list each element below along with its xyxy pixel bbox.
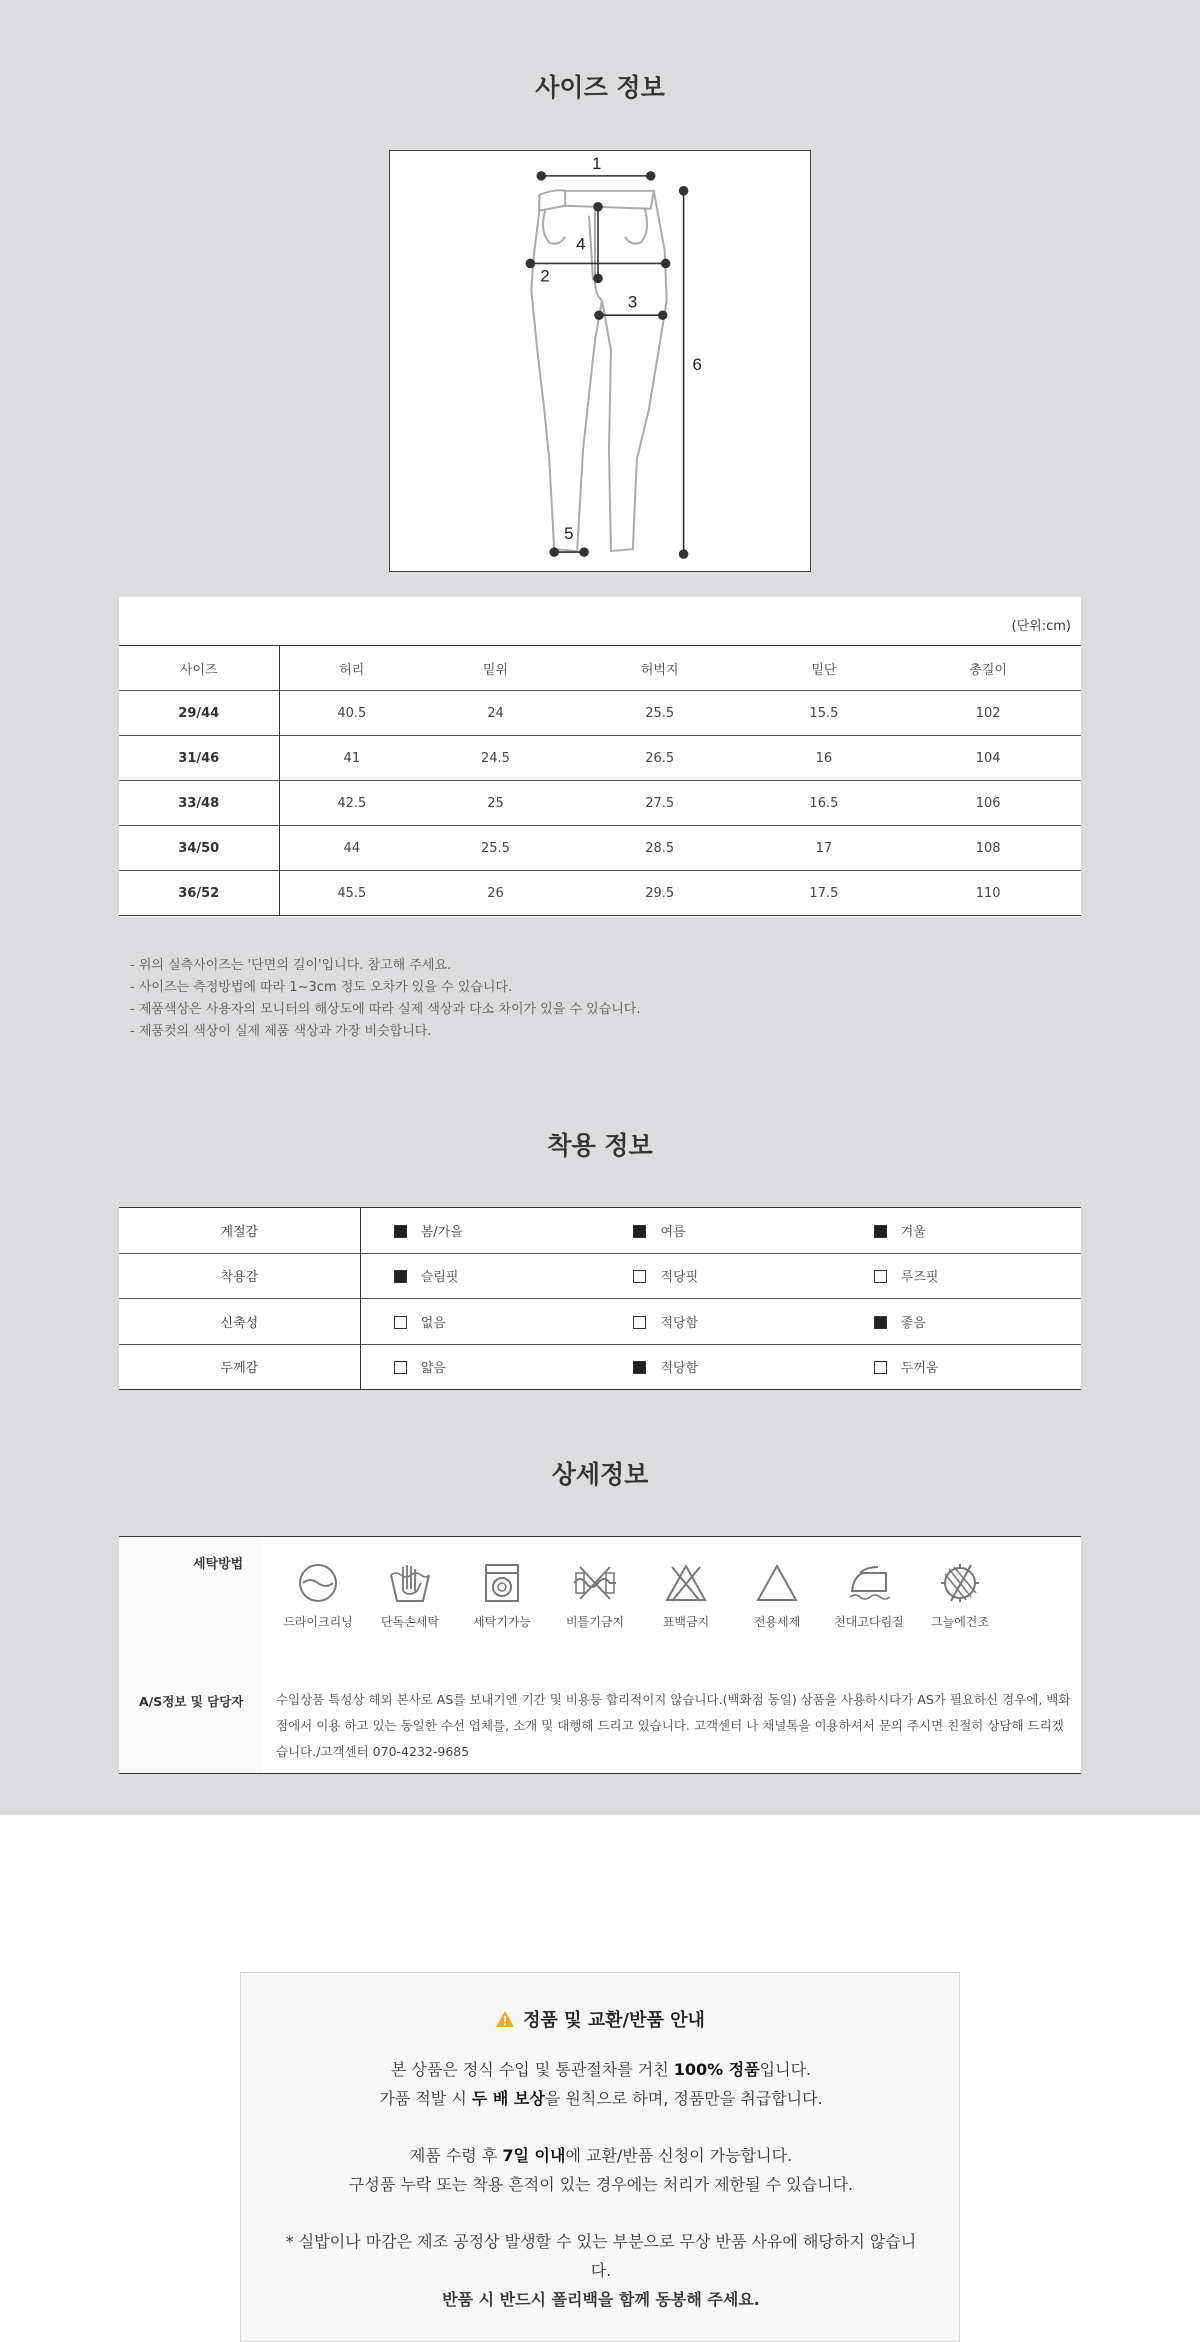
checkbox-icon <box>633 1361 646 1374</box>
option-label: 좋음 <box>900 1315 926 1331</box>
value-cell: 110 <box>895 871 1081 916</box>
notice-line: 반품 시 반드시 폴리백을 함께 동봉해 주세요. <box>442 2290 760 2309</box>
option-label: 적당핏 <box>660 1270 699 1286</box>
as-info-text: 수입상품 특성상 해외 본사로 AS를 보내기엔 기간 및 비용등 합리적이지 않습니다.(백화점 동일) 상품을 사용하시다가 AS가 필요하신 경우에, 백화점에서 이용 하고 있는 동일한 수선 업체를, 소개 및 대행해 드리고 있습니다. 고객센터 나 채널톡을 이용하셔서 문의 주시면 친절히 상담해 드리겠습니다./고객센터 070-4232-9685 <box>276 1692 1071 1759</box>
label-4: 4 <box>576 234 586 254</box>
option-label: 겨울 <box>900 1224 926 1240</box>
option-label: 두꺼움 <box>900 1361 939 1377</box>
label-6: 6 <box>692 354 702 374</box>
pants-diagram-svg <box>390 151 810 571</box>
fit-row <box>119 1253 1081 1299</box>
fit-row-label: 착용감 <box>119 1253 360 1299</box>
value-cell: 28.5 <box>567 826 753 871</box>
wash-item <box>727 1561 827 1630</box>
iron-icon <box>846 1561 892 1605</box>
fit-option <box>360 1344 600 1390</box>
unit-label: (단위:cm) <box>1011 619 1071 634</box>
hand-wash-icon <box>387 1561 433 1605</box>
option-label: 봄/가을 <box>420 1224 463 1240</box>
col-header: 밑단 <box>811 662 837 678</box>
text: 가품 적발 시 <box>379 2089 472 2108</box>
fit-option <box>600 1299 840 1345</box>
checkbox-icon <box>874 1316 887 1329</box>
value-cell: 24 <box>424 691 567 736</box>
text: 에 교환/반품 신청이 가능합니다. <box>565 2146 793 2165</box>
value-cell: 29.5 <box>567 871 753 916</box>
col-header: 허벅지 <box>640 662 679 678</box>
value-cell: 108 <box>895 826 1081 871</box>
fit-option <box>360 1253 600 1299</box>
col-header: 총길이 <box>969 662 1007 678</box>
wash-item <box>268 1561 368 1630</box>
notice-title <box>241 2006 959 2032</box>
value-cell: 42.5 <box>279 781 424 826</box>
size-table <box>119 645 1081 916</box>
value-cell: 102 <box>895 691 1081 736</box>
table-row <box>119 826 1081 871</box>
value-cell: 26 <box>424 871 567 916</box>
table-row <box>119 691 1081 736</box>
fit-option <box>600 1208 840 1254</box>
wash-item-label: 비틀기금지 <box>566 1615 624 1629</box>
size-cell: 31/46 <box>119 736 279 781</box>
table-row <box>119 871 1081 916</box>
text: 본 상품은 정식 수입 및 통관절차를 거친 <box>390 2060 674 2079</box>
emphasis: 두 배 보상 <box>471 2089 545 2108</box>
warning-icon <box>495 2010 515 2028</box>
checkbox-icon <box>394 1316 407 1329</box>
checkbox-icon <box>394 1361 407 1374</box>
size-cell: 29/44 <box>119 691 279 736</box>
note-line: - 사이즈는 측정방법에 따라 1~3cm 정도 오차가 있을 수 있습니다. <box>130 980 513 995</box>
checkbox-icon <box>394 1225 407 1238</box>
checkbox-icon <box>394 1270 407 1283</box>
fit-table <box>119 1207 1081 1390</box>
detail-section-title: 상세정보 <box>551 1460 649 1489</box>
value-cell: 16.5 <box>753 781 896 826</box>
value-cell: 104 <box>895 736 1081 781</box>
no-bleach-icon <box>663 1561 709 1605</box>
note-line: - 제품색상은 사용자의 모니터의 해상도에 따라 실제 색상과 다소 차이가 있을 수 있습니다. <box>130 1002 641 1017</box>
checkbox-icon <box>633 1270 646 1283</box>
label-5: 5 <box>564 524 574 544</box>
table-row <box>119 781 1081 826</box>
option-label: 루즈핏 <box>900 1270 939 1286</box>
wash-item-label: 단독손세탁 <box>381 1615 439 1629</box>
size-table-container <box>119 597 1081 917</box>
value-cell: 24.5 <box>424 736 567 781</box>
value-cell: 40.5 <box>279 691 424 736</box>
col-header: 사이즈 <box>119 646 279 691</box>
notice-line <box>261 2141 941 2170</box>
wash-item <box>819 1561 919 1630</box>
value-cell: 17 <box>753 826 896 871</box>
wash-item <box>636 1561 736 1630</box>
value-cell: 41 <box>279 736 424 781</box>
measurement-numbers <box>540 154 702 543</box>
fit-option <box>841 1344 1081 1390</box>
option-label: 슬림핏 <box>420 1270 459 1286</box>
option-label: 없음 <box>420 1315 446 1331</box>
size-cell: 33/48 <box>119 781 279 826</box>
size-table-header <box>119 646 1081 691</box>
fit-option <box>600 1344 840 1390</box>
dry-clean-icon <box>295 1561 341 1605</box>
label-2: 2 <box>540 266 550 286</box>
note-line: - 위의 실측사이즈는 '단면의 길이'입니다. 참고해 주세요. <box>130 958 452 973</box>
text: 입니다. <box>759 2060 812 2079</box>
fit-option <box>360 1208 600 1254</box>
value-cell: 15.5 <box>753 691 896 736</box>
checkbox-icon <box>874 1225 887 1238</box>
size-cell: 34/50 <box>119 826 279 871</box>
col-header: 허리 <box>339 662 365 678</box>
emphasis: 7일 이내 <box>502 2146 566 2165</box>
wash-item <box>360 1561 460 1630</box>
notice-line: 다. <box>590 2261 612 2280</box>
value-cell: 106 <box>895 781 1081 826</box>
note-line: - 제품컷의 색상이 실제 제품 색상과 가장 비슷합니다. <box>130 1024 432 1039</box>
size-section-title: 사이즈 정보 <box>535 73 665 102</box>
fit-option <box>841 1208 1081 1254</box>
detail-table <box>119 1536 1081 1774</box>
pants-outline <box>531 190 666 551</box>
text: 제품 수령 후 <box>409 2146 503 2165</box>
wash-item-label: 그늘에건조 <box>931 1615 989 1629</box>
fit-option <box>841 1253 1081 1299</box>
wash-item-label: 드라이크리닝 <box>283 1615 353 1629</box>
wash-method-label: 세탁방법 <box>193 1557 244 1572</box>
wash-item-label: 세탁기가능 <box>473 1615 531 1629</box>
label-3: 3 <box>627 292 638 312</box>
label-1: 1 <box>592 153 602 173</box>
option-label: 얇음 <box>420 1361 446 1377</box>
size-notes <box>130 955 641 1043</box>
wash-item <box>545 1561 645 1630</box>
option-label: 적당함 <box>660 1361 699 1377</box>
fit-row-label: 신축성 <box>119 1299 360 1345</box>
detergent-icon <box>754 1561 800 1605</box>
table-row <box>119 736 1081 781</box>
value-cell: 25.5 <box>424 826 567 871</box>
value-cell: 25 <box>424 781 567 826</box>
fit-row <box>119 1208 1081 1254</box>
notice-line: 구성품 누락 또는 착용 흔적이 있는 경우에는 처리가 제한될 수 있습니다. <box>348 2175 854 2194</box>
value-cell: 27.5 <box>567 781 753 826</box>
notice-title-text: 정품 및 교환/반품 안내 <box>523 2010 705 2031</box>
fit-option <box>841 1299 1081 1345</box>
value-cell: 26.5 <box>567 736 753 781</box>
value-cell: 16 <box>753 736 896 781</box>
fit-row-label: 계절감 <box>119 1208 360 1254</box>
washing-machine-icon <box>479 1561 525 1605</box>
checkbox-icon <box>633 1316 646 1329</box>
checkbox-icon <box>874 1270 887 1283</box>
value-cell: 17.5 <box>753 871 896 916</box>
option-label: 여름 <box>660 1224 686 1240</box>
fit-row <box>119 1344 1081 1390</box>
detail-label-column <box>119 1537 262 1773</box>
fit-row-label: 두께감 <box>119 1344 360 1390</box>
option-label: 적당함 <box>660 1315 699 1331</box>
notice-box <box>240 1972 960 2342</box>
wash-item-label: 표백금지 <box>662 1615 710 1629</box>
size-cell: 36/52 <box>119 871 279 916</box>
text: 을 원칙으로 하며, 정품만을 취급합니다. <box>544 2089 823 2108</box>
checkbox-icon <box>874 1361 887 1374</box>
value-cell: 45.5 <box>279 871 424 916</box>
wash-item <box>452 1561 552 1630</box>
fit-row <box>119 1299 1081 1345</box>
col-header: 밑위 <box>482 662 509 678</box>
fit-option <box>360 1299 600 1345</box>
no-wring-icon <box>572 1561 618 1605</box>
notice-line <box>261 2055 941 2084</box>
wash-item-label: 전용세제 <box>753 1615 801 1629</box>
shade-dry-icon <box>937 1561 983 1605</box>
wash-item-label: 천대고다림질 <box>834 1615 904 1629</box>
value-cell: 44 <box>279 826 424 871</box>
value-cell: 25.5 <box>567 691 753 736</box>
checkbox-icon <box>633 1225 646 1238</box>
fit-option <box>600 1253 840 1299</box>
pants-measurement-diagram <box>389 150 811 572</box>
notice-line: * 실밥이나 마감은 제조 공정상 발생할 수 있는 부분으로 무상 반품 사유에 해당하지 않습니 <box>285 2232 917 2251</box>
wash-item <box>910 1561 1010 1630</box>
fit-section-title: 착용 정보 <box>547 1131 653 1160</box>
emphasis: 100% 정품 <box>673 2060 760 2079</box>
notice-line <box>261 2084 941 2113</box>
as-info-label: A/S정보 및 담당자 <box>139 1694 244 1709</box>
